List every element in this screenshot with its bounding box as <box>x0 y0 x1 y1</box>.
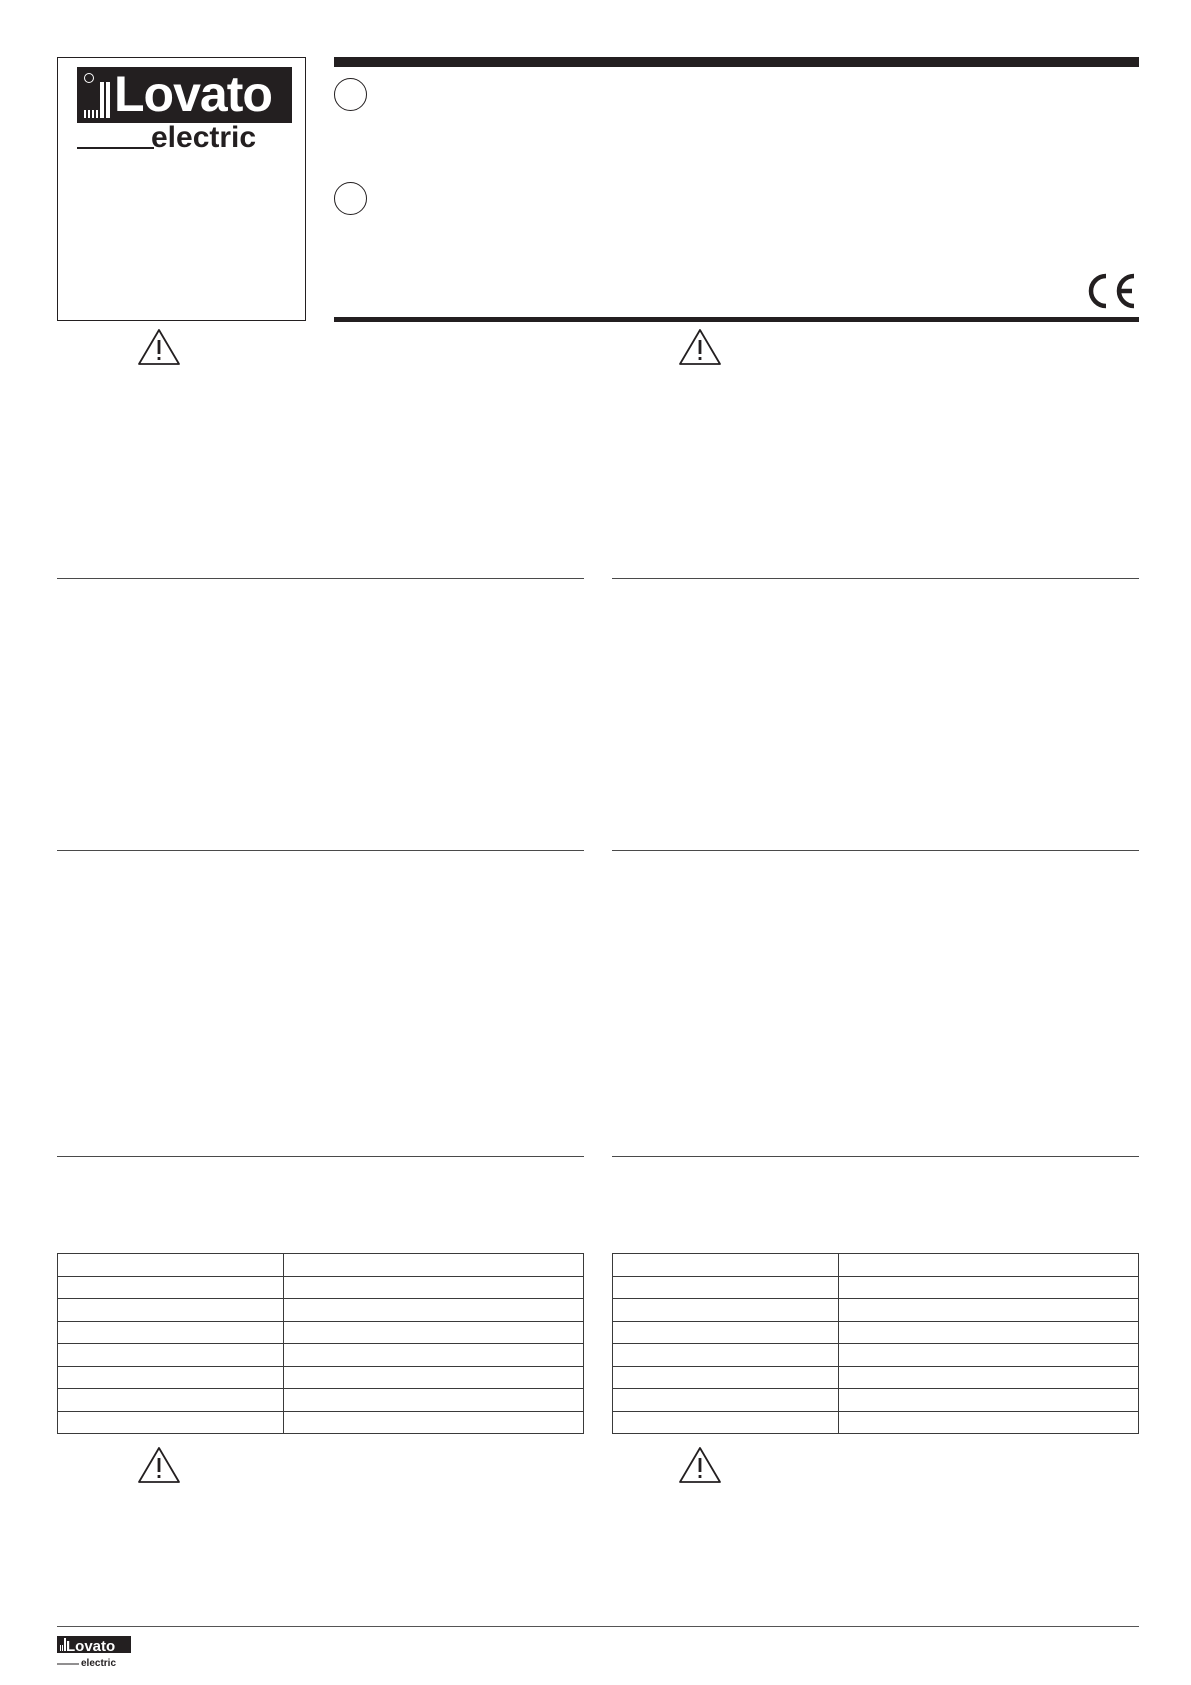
section-divider-left-1 <box>57 578 584 579</box>
table-cell <box>284 1276 584 1299</box>
header-top-rule <box>334 57 1139 67</box>
table-row <box>58 1389 584 1412</box>
logo-bars-icon <box>84 82 116 118</box>
table-cell <box>839 1254 1139 1277</box>
table-cell <box>613 1366 839 1389</box>
table-cell <box>613 1344 839 1367</box>
table-cell <box>58 1366 284 1389</box>
table-cell <box>839 1411 1139 1434</box>
ce-mark-icon <box>1084 272 1137 310</box>
footer-brand-subtitle: electric <box>81 1658 117 1668</box>
table-row <box>58 1411 584 1434</box>
table-row <box>613 1321 1139 1344</box>
table-row <box>58 1299 584 1322</box>
table-cell <box>839 1321 1139 1344</box>
spec-table-left <box>57 1253 584 1434</box>
registered-mark-icon <box>84 73 94 83</box>
logo-underline <box>77 147 154 149</box>
spec-table-right <box>612 1253 1139 1434</box>
table-cell <box>613 1389 839 1412</box>
table-cell <box>58 1389 284 1412</box>
warning-triangle-icon <box>678 1446 722 1484</box>
table-cell <box>613 1276 839 1299</box>
section-divider-right-2 <box>612 850 1139 851</box>
table-cell <box>613 1411 839 1434</box>
table-cell <box>839 1299 1139 1322</box>
table-cell <box>839 1276 1139 1299</box>
table-cell <box>284 1389 584 1412</box>
table-cell <box>839 1389 1139 1412</box>
table-cell <box>58 1299 284 1322</box>
table-cell <box>58 1344 284 1367</box>
table-row <box>613 1344 1139 1367</box>
footer-brand-name: Lovato <box>66 1638 116 1655</box>
table-row <box>58 1276 584 1299</box>
footer-rule <box>57 1626 1139 1627</box>
table-cell <box>58 1276 284 1299</box>
table-row <box>58 1321 584 1344</box>
section-divider-left-2 <box>57 850 584 851</box>
table-row <box>58 1366 584 1389</box>
table-cell <box>284 1299 584 1322</box>
language-marker-1 <box>334 78 367 111</box>
section-divider-left-3 <box>57 1156 584 1157</box>
warning-triangle-icon <box>678 328 722 366</box>
footer-logo <box>57 1636 131 1668</box>
table-cell <box>284 1344 584 1367</box>
section-divider-right-3 <box>612 1156 1139 1157</box>
table-cell <box>839 1344 1139 1367</box>
section-divider-right-1 <box>612 578 1139 579</box>
table-cell <box>613 1321 839 1344</box>
table-cell <box>58 1254 284 1277</box>
table-cell <box>284 1366 584 1389</box>
table-row <box>58 1254 584 1277</box>
table-row <box>613 1254 1139 1277</box>
table-cell <box>58 1321 284 1344</box>
table-cell <box>58 1411 284 1434</box>
header-bottom-rule <box>334 317 1139 322</box>
brand-subtitle: electric <box>151 121 257 154</box>
table-cell <box>613 1299 839 1322</box>
table-row <box>613 1299 1139 1322</box>
table-cell <box>839 1366 1139 1389</box>
language-marker-2 <box>334 182 367 215</box>
table-row <box>58 1344 584 1367</box>
table-row <box>613 1389 1139 1412</box>
warning-triangle-icon <box>137 328 181 366</box>
table-cell <box>284 1411 584 1434</box>
table-cell <box>613 1254 839 1277</box>
table-row <box>613 1366 1139 1389</box>
table-cell <box>284 1321 584 1344</box>
table-row <box>613 1411 1139 1434</box>
table-row <box>613 1276 1139 1299</box>
brand-name: Lovato <box>114 66 272 122</box>
table-cell <box>284 1254 584 1277</box>
warning-triangle-icon <box>137 1446 181 1484</box>
